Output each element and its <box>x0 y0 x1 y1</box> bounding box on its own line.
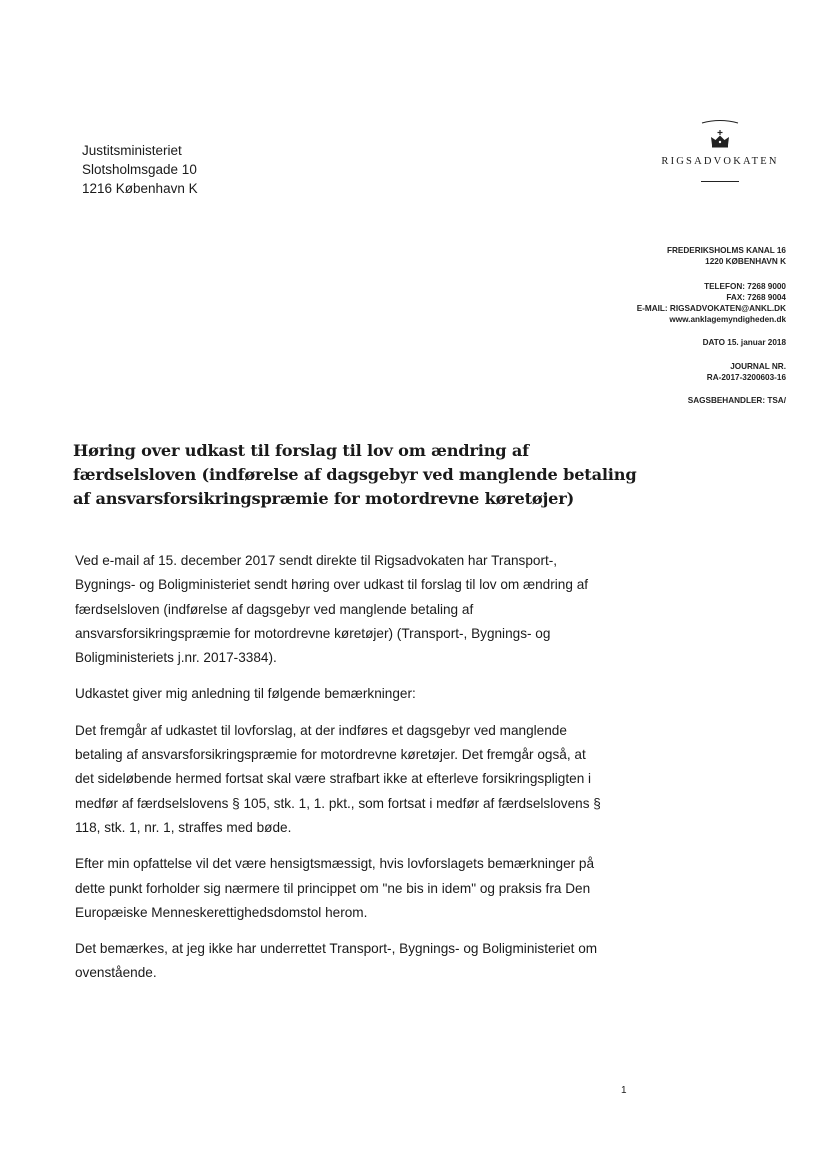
body-line: Det fremgår af udkastet til lovforslag, at der indføres et dagsgebyr ved manglende <box>75 722 567 738</box>
letter-title <box>73 439 637 511</box>
paragraph <box>75 937 655 986</box>
body-line: det sideløbende hermed fortsat skal være strafbart ikke at efterleve forsikringspligten i <box>75 771 592 787</box>
page-number: 1 <box>621 1085 627 1096</box>
contact-website: www.anklagemyndigheden.dk <box>669 315 786 324</box>
paragraph <box>75 549 655 670</box>
logo-divider <box>701 181 739 182</box>
sender-address-line: FREDERIKSHOLMS KANAL 16 <box>666 246 786 255</box>
body-line: Boligministeriets j.nr. 2017-3384). <box>75 650 277 666</box>
recipient-line: 1216 København K <box>82 181 198 196</box>
body-line: betaling af ansvarsforsikringspræmie for motordrevne køretøjer. Det fremgår også, at <box>75 747 586 763</box>
caseworker: SAGSBEHANDLER: TSA/ <box>687 396 786 405</box>
title-line: færdselsloven (indførelse af dagsgebyr ved manglende betaling <box>73 465 637 484</box>
paragraph <box>75 682 655 706</box>
body-line: Efter min opfattelse vil det være hensigtsmæssigt, hvis lovforslagets bemærkninger på <box>75 856 595 872</box>
body-line: færdselsloven (indførelse af dagsgebyr ved manglende betaling af <box>75 601 474 617</box>
body-line: Bygnings- og Boligministeriet sendt høring over udkast til forslag til lov om ændring af <box>75 577 589 593</box>
sender-address <box>667 234 786 267</box>
document-date: DATO 15. januar 2018 <box>702 338 786 347</box>
contact-block <box>637 281 786 325</box>
body-line: Det bemærkes, at jeg ikke har underrettet Transport-, Bygnings- og Boligministeriet om <box>75 941 598 957</box>
journal-number <box>707 361 786 383</box>
body-line: 118, stk. 1, nr. 1, straffes med bøde. <box>75 819 292 835</box>
body-line: dette punkt forholder sig nærmere til princippet om "ne bis in idem" og praksis fra Den <box>75 880 591 896</box>
recipient-address <box>82 141 198 198</box>
contact-email: E-MAIL: RIGSADVOKATEN@ANKL.DK <box>636 304 786 313</box>
body-line: Europæiske Menneskerettighedsdomstol herom. <box>75 904 368 920</box>
title-line: Høring over udkast til forslag til lov om ændring af <box>73 441 529 460</box>
recipient-line: Slotsholmsgade 10 <box>82 162 197 177</box>
body-line: Ved e-mail af 15. december 2017 sendt direkte til Rigsadvokaten har Transport-, <box>75 553 558 568</box>
contact-phone: TELEFON: 7268 9000 <box>704 282 786 291</box>
crown-icon <box>700 118 740 152</box>
body-line: medfør af færdselslovens § 105, stk. 1, 1. pkt., som fortsat i medfør af færdselslovens § <box>75 795 601 811</box>
logo-name: RIGSADVOKATEN <box>661 156 779 167</box>
recipient-line: Justitsministeriet <box>82 143 182 158</box>
journal-label: JOURNAL NR. <box>730 362 786 371</box>
letter-body <box>75 549 655 998</box>
journal-value: RA-2017-3200603-16 <box>706 373 786 382</box>
contact-fax: FAX: 7268 9004 <box>726 293 786 302</box>
title-line: af ansvarsforsikringspræmie for motordrevne køretøjer) <box>73 489 575 508</box>
body-line: ovenstående. <box>75 965 157 981</box>
rigsadvokaten-logo <box>650 118 790 182</box>
paragraph <box>75 719 655 840</box>
body-line: ansvarsforsikringspræmie for motordrevne køretøjer) (Transport-, Bygnings- og <box>75 625 551 641</box>
sender-address-line: 1220 KØBENHAVN K <box>705 257 786 266</box>
paragraph <box>75 852 655 925</box>
body-line: Udkastet giver mig anledning til følgende bemærkninger: <box>75 686 416 702</box>
